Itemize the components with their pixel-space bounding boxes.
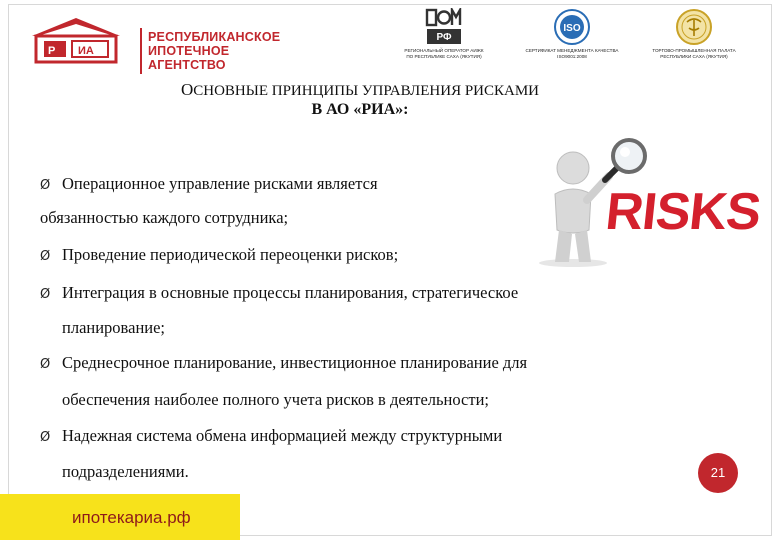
chamber-of-commerce-emblem-icon xyxy=(675,8,713,46)
bullet-arrow-icon: Ø xyxy=(40,357,51,372)
bullet-continuation: обеспечения наиболее полного учета рисков в деятельности; xyxy=(62,390,489,409)
dom-rf-logo-icon xyxy=(424,8,464,46)
caption-line: ТОРГОВО-ПРОМЫШЛЕННАЯ ПАЛАТА xyxy=(652,48,736,53)
partner-dom-rf xyxy=(384,8,504,60)
bullet-text: Надежная система обмена информацией между структурными xyxy=(62,426,503,445)
svg-text:ИА: ИА xyxy=(78,45,94,57)
slide-title-line-2: В АО «РИА»: xyxy=(311,101,409,118)
bullet-continuation: планирование; xyxy=(62,318,166,337)
site-link[interactable]: ипотекариа.рф xyxy=(72,508,191,527)
caption-line: СЕРТИФИКАТ МЕНЕДЖМЕНТА КАЧЕСТВА xyxy=(525,48,619,53)
house-logo-icon xyxy=(26,14,138,64)
svg-text:Р: Р xyxy=(48,45,56,57)
bullet-arrow-icon: Ø xyxy=(40,287,51,302)
slide-title-line-1 xyxy=(0,80,720,100)
bullet-text: Среднесрочное планирование, инвестиционное планирование для xyxy=(62,353,528,372)
bullet-arrow-icon: Ø xyxy=(40,249,51,264)
logo-divider xyxy=(140,28,142,74)
iso-mark: ISO xyxy=(563,23,581,34)
logo-name xyxy=(148,30,280,72)
logo-line: ИПОТЕЧНОЕ xyxy=(148,44,230,58)
footer-site-banner xyxy=(0,494,240,540)
svg-text:РФ: РФ xyxy=(436,32,452,43)
bullet-item xyxy=(40,353,527,373)
caption-line: РЕСПУБЛИКИ САХА (ЯКУТИЯ) xyxy=(660,54,728,59)
caption-line: ПО РЕСПУБЛИКЕ САХА (ЯКУТИЯ) xyxy=(406,54,482,59)
caption-line: РЕГИОНАЛЬНЫЙ ОПЕРАТОР АИЖК xyxy=(404,48,484,53)
partner-caption xyxy=(512,48,632,60)
bullet-text: Операционное управление рисками является xyxy=(62,174,378,193)
partner-caption xyxy=(634,48,754,60)
bullet-item xyxy=(40,245,398,265)
title-initial: О xyxy=(180,80,194,99)
caption-line: ISO9001:2008 xyxy=(557,54,587,59)
partner-iso xyxy=(512,8,632,60)
bullet-item xyxy=(40,174,378,194)
risks-word: RISKS xyxy=(602,183,763,241)
partner-chamber xyxy=(634,8,754,60)
bullet-text: Интеграция в основные процессы планирования, стратегическое xyxy=(62,283,519,302)
logo-line: РЕСПУБЛИКАНСКОЕ xyxy=(148,30,281,44)
bullet-item xyxy=(40,283,518,303)
iso-certification-icon xyxy=(553,8,591,46)
bullet-item xyxy=(40,426,502,446)
page-number: 21 xyxy=(698,453,738,493)
bullet-text: Проведение периодической переоценки рисков; xyxy=(62,245,399,264)
bullet-arrow-icon: Ø xyxy=(40,178,51,193)
bullet-continuation: обязанностью каждого сотрудника; xyxy=(40,208,289,227)
partner-caption xyxy=(384,48,504,60)
title-rest: СНОВНЫЕ ПРИНЦИПЫ УПРАВЛЕНИЯ РИСКАМИ xyxy=(193,83,540,99)
agency-logo xyxy=(26,14,281,72)
bullet-arrow-icon: Ø xyxy=(40,430,51,445)
bullet-continuation: подразделениями. xyxy=(62,462,189,481)
logo-line: АГЕНТСТВО xyxy=(148,58,226,72)
